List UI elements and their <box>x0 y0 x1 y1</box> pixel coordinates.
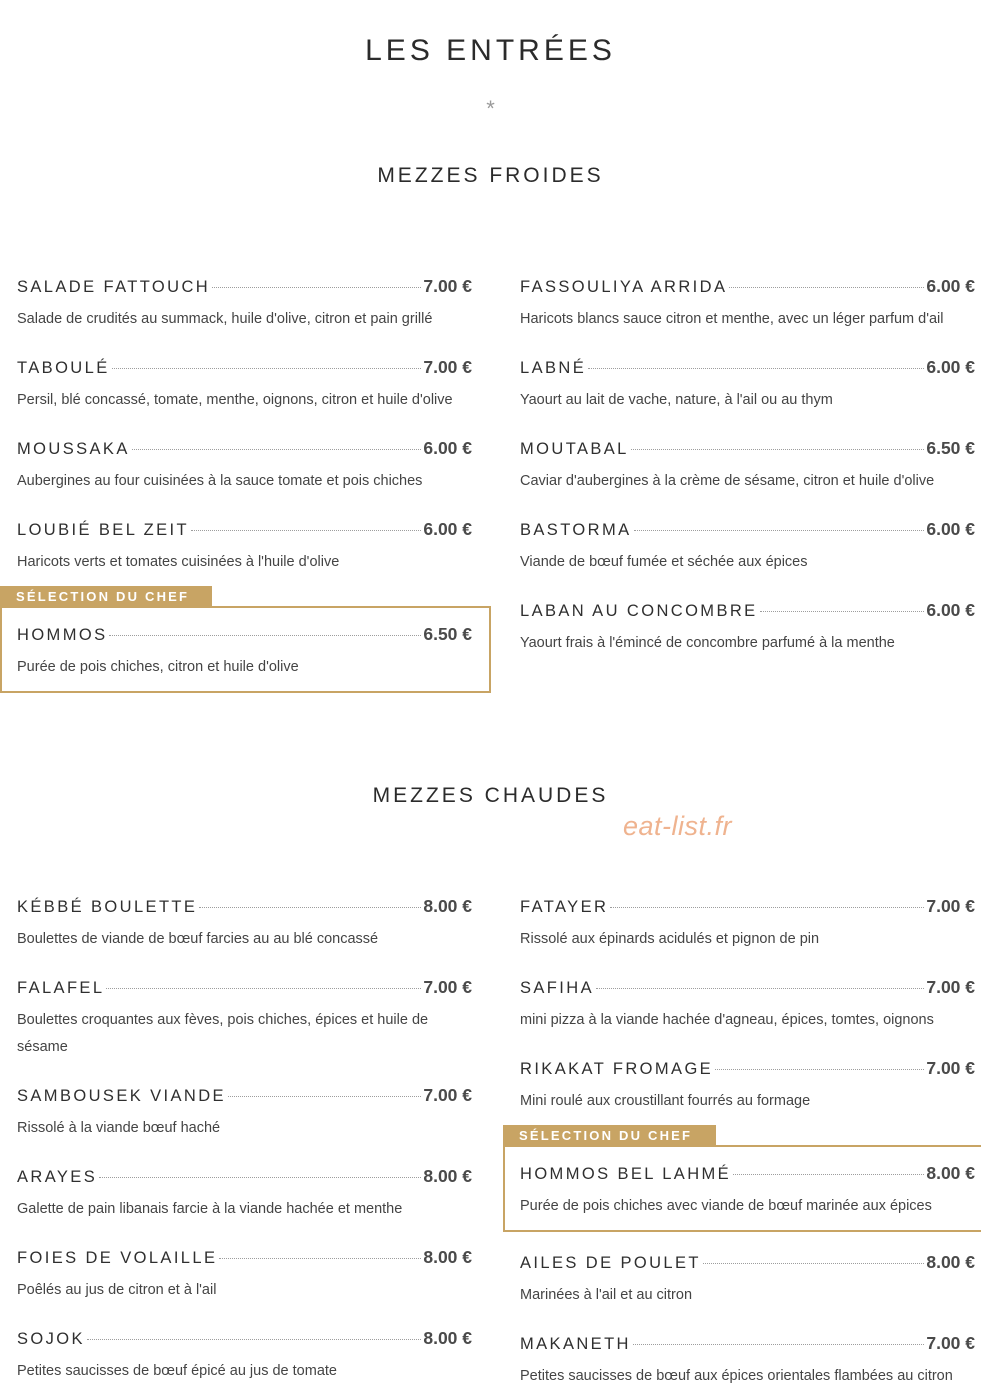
item-name: MOUSSAKA <box>17 440 130 458</box>
menu-item-fassouliya-arrida <box>520 276 975 333</box>
item-name: TABOULÉ <box>17 359 110 377</box>
dotted-leader <box>596 988 924 989</box>
section-title-mezzes-froides: MEZZES FROIDES <box>377 164 604 187</box>
dotted-leader <box>132 449 422 450</box>
dotted-leader <box>631 449 925 450</box>
item-description: Galette de pain libanais farcie à la viande hachée et menthe <box>17 1201 403 1217</box>
dotted-leader <box>610 907 924 908</box>
dotted-leader <box>106 988 421 989</box>
item-name: LABAN AU CONCOMBRE <box>520 602 758 620</box>
item-name: LABNÉ <box>520 359 587 377</box>
item-description: Purée de pois chiches, citron et huile d'olive <box>17 659 299 675</box>
dotted-leader <box>760 611 925 612</box>
dotted-leader <box>112 368 422 369</box>
item-price: 6.00 € <box>926 600 975 620</box>
menu-item-sojok <box>17 1328 472 1385</box>
item-name: SALADE FATTOUCH <box>17 278 211 296</box>
chef-selection-badge: SÉLECTION DU CHEF <box>503 1125 716 1146</box>
item-description: Petites saucisses de bœuf épicé au jus de tomate <box>17 1363 337 1379</box>
menu-item-ailes-de-poulet <box>520 1252 975 1309</box>
dotted-leader <box>99 1177 421 1178</box>
dotted-leader <box>715 1069 924 1070</box>
item-description: mini pizza à la viande hachée d'agneau, épices, tomtes, oignons <box>520 1012 934 1028</box>
dotted-leader <box>633 1344 924 1345</box>
item-description: Salade de crudités au summack, huile d'olive, citron et pain grillé <box>17 311 433 327</box>
item-description: Yaourt frais à l'émincé de concombre parfumé à la menthe <box>520 635 895 651</box>
menu-item-moutabal <box>520 438 975 495</box>
menu-item-rikakat-fromage <box>520 1058 975 1115</box>
menu-item-kebbe-boulette <box>17 896 472 953</box>
item-name: KÉBBÉ BOULETTE <box>17 898 198 916</box>
item-price: 8.00 € <box>423 896 472 916</box>
item-description: Aubergines au four cuisinées à la sauce tomate et pois chiches <box>17 473 423 489</box>
item-description: Persil, blé concassé, tomate, menthe, oignons, citron et huile d'olive <box>17 392 453 408</box>
menu-item-foies-de-volaille <box>17 1247 472 1304</box>
dotted-leader <box>228 1096 421 1097</box>
item-description: Caviar d'aubergines à la crème de sésame, citron et huile d'olive <box>520 473 935 489</box>
item-name: FOIES DE VOLAILLE <box>17 1249 218 1267</box>
dotted-leader <box>199 907 421 908</box>
dotted-leader <box>87 1339 421 1340</box>
menu-item-laban-au-concombre <box>520 600 975 657</box>
menu-item-sambousek-viande <box>17 1085 472 1142</box>
menu-item-moussaka <box>17 438 472 495</box>
menu-item-taboule <box>17 357 472 414</box>
watermark-eat-list: eat-list.fr <box>623 811 733 841</box>
page-title: LES ENTRÉES <box>365 34 616 67</box>
item-price: 6.00 € <box>423 519 472 539</box>
item-name: LOUBIÉ BEL ZEIT <box>17 521 190 539</box>
menu-item-fatayer <box>520 896 975 953</box>
item-price: 7.00 € <box>423 977 472 997</box>
item-name: HOMMOS <box>17 626 108 644</box>
item-name: FATAYER <box>520 898 609 916</box>
item-description: Marinées à l'ail et au citron <box>520 1287 693 1303</box>
menu-item-falafel <box>17 977 472 1061</box>
item-name: SOJOK <box>17 1330 85 1348</box>
item-price: 6.00 € <box>423 438 472 458</box>
item-description: Purée de pois chiches avec viande de bœuf marinée aux épices <box>520 1198 932 1214</box>
dotted-leader <box>212 287 421 288</box>
item-name: RIKAKAT FROMAGE <box>520 1060 714 1078</box>
item-price: 7.00 € <box>423 276 472 296</box>
chef-selection-badge: SÉLECTION DU CHEF <box>0 586 212 607</box>
item-name: AILES DE POULET <box>520 1254 701 1272</box>
menu-item-bastorma <box>520 519 975 576</box>
dotted-leader <box>219 1258 421 1259</box>
item-price: 6.50 € <box>926 438 975 458</box>
item-price: 7.00 € <box>423 357 472 377</box>
item-price: 6.00 € <box>926 276 975 296</box>
item-price: 7.00 € <box>926 896 975 916</box>
item-name: FASSOULIYA ARRIDA <box>520 278 728 296</box>
dotted-leader <box>703 1263 924 1264</box>
item-description: Mini roulé aux croustillant fourrés au formage <box>520 1093 811 1109</box>
item-price: 6.00 € <box>926 519 975 539</box>
item-price: 8.00 € <box>423 1328 472 1348</box>
item-description: Haricots verts et tomates cuisinées à l'huile d'olive <box>17 554 340 570</box>
item-price: 8.00 € <box>423 1247 472 1267</box>
item-name: ARAYES <box>17 1168 98 1186</box>
item-description: Boulettes de viande de bœuf farcies au au blé concassé <box>17 931 379 947</box>
dotted-leader <box>588 368 924 369</box>
menu-item-hommos-bel-lahme <box>520 1163 975 1220</box>
item-price: 7.00 € <box>423 1085 472 1105</box>
item-price: 8.00 € <box>926 1252 975 1272</box>
item-name: HOMMOS BEL LAHMÉ <box>520 1165 732 1183</box>
menu-item-salade-fattouch <box>17 276 472 333</box>
item-name: MAKANETH <box>520 1335 631 1353</box>
dotted-leader <box>733 1174 924 1175</box>
item-name: FALAFEL <box>17 979 105 997</box>
menu-item-makaneth <box>520 1333 975 1390</box>
item-description: Boulettes croquantes aux fèves, pois chiches, épices et huile de sésame <box>17 1012 429 1055</box>
item-price: 6.50 € <box>423 624 472 644</box>
item-name: SAFIHA <box>520 979 594 997</box>
item-price: 8.00 € <box>423 1166 472 1186</box>
item-price: 7.00 € <box>926 1058 975 1078</box>
item-description: Rissolé à la viande bœuf haché <box>17 1120 221 1136</box>
menu-item-arayes <box>17 1166 472 1223</box>
section-title-mezzes-chaudes: MEZZES CHAUDES <box>372 784 609 807</box>
item-price: 7.00 € <box>926 1333 975 1353</box>
asterisk-ornament: * <box>486 96 495 121</box>
dotted-leader <box>634 530 925 531</box>
item-description: Viande de bœuf fumée et séchée aux épices <box>520 554 808 570</box>
menu-item-safiha <box>520 977 975 1034</box>
menu-item-labne <box>520 357 975 414</box>
item-description: Poêlés au jus de citron et à l'ail <box>17 1282 217 1298</box>
item-description: Yaourt au lait de vache, nature, à l'ail ou au thym <box>520 392 833 408</box>
menu-item-hommos <box>17 624 472 681</box>
item-name: SAMBOUSEK VIANDE <box>17 1087 226 1105</box>
item-price: 8.00 € <box>926 1163 975 1183</box>
item-description: Haricots blancs sauce citron et menthe, avec un léger parfum d'ail <box>520 311 944 327</box>
item-description: Petites saucisses de bœuf aux épices orientales flambées au citron <box>520 1368 953 1384</box>
item-price: 6.00 € <box>926 357 975 377</box>
item-price: 7.00 € <box>926 977 975 997</box>
menu-item-loubie-bel-zeit <box>17 519 472 576</box>
item-name: BASTORMA <box>520 521 632 539</box>
dotted-leader <box>729 287 924 288</box>
dotted-leader <box>191 530 421 531</box>
dotted-leader <box>109 635 421 636</box>
item-name: MOUTABAL <box>520 440 629 458</box>
item-description: Rissolé aux épinards acidulés et pignon de pin <box>520 931 820 947</box>
